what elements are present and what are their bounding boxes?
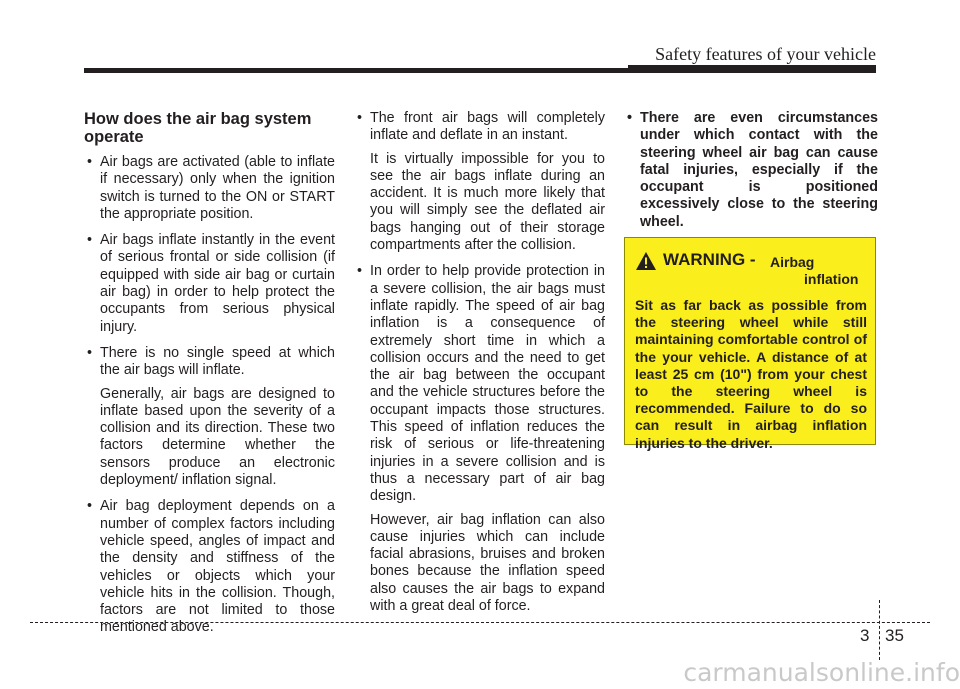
section-heading: How does the air bag system operate — [84, 110, 312, 146]
list-item-text: The front air bags will completely inflate and deflate in an instant. — [370, 110, 605, 144]
list-item-detail: However, air bag inflation can also cause injuries which can include facial abrasions, bruises and broken bones because the inflation speed also causes the air bags to expand with a great deal of force. — [370, 511, 605, 615]
page-number: 35 — [885, 626, 904, 645]
bullet-list — [624, 110, 878, 231]
warning-topic-line-1: Airbag — [770, 254, 815, 270]
list-item-text: There is no single speed at which the air bags will inflate. — [100, 344, 335, 379]
bullet-list — [84, 154, 335, 637]
bullet-list — [354, 110, 605, 615]
column-1 — [84, 110, 335, 646]
warning-topic — [770, 254, 880, 288]
header-rule-accent — [628, 65, 876, 73]
list-item-text: Air bags inflate instantly in the event of serious frontal or side collision (if equipped with side air bag or curtain air bag) in order to help protect the occupants from serious physical injury. — [100, 232, 335, 335]
list-item-detail: It is virtually impossible for you to see the air bags inflate during an accident. It is much more likely that you will simply see the deflated air bags hanging out of their storage compartments after the collision. — [370, 150, 605, 254]
warning-topic-line-2: inflation — [804, 271, 859, 287]
warning-triangle-icon — [635, 251, 657, 271]
column-3 — [624, 110, 878, 240]
warning-body: Sit as far back as possible from the steering wheel while still maintaining comfortable control of the your vehicle. A distance of at least 25 cm (10") from your chest to the steering wheel is recommended. Failure to do so can result in airbag inflation injuries to the driver. — [635, 297, 867, 451]
page-number-divider — [879, 600, 880, 660]
list-item-text: Air bags are activated (able to inflate if necessary) only when the ignition switch is turned to the ON or START the appropriate position. — [100, 154, 335, 222]
warning-box — [624, 237, 876, 451]
chapter-number: 3 — [860, 626, 870, 645]
list-item — [84, 498, 335, 636]
footer-divider — [30, 622, 930, 623]
list-item-text: In order to help provide protection in a severe collision, the air bags must inflate rapidly. The speed of air bag inflation is a consequence of extremely short time in which a collision occurs and the need to get the air bag between the occupant and the vehicle structures before the occupant impacts those structures. This speed of inflation reduces the risk of serious or life-threatening injuries in a severe collision and is thus a necessary part of air bag design. — [370, 263, 605, 505]
section-title: Safety features of your vehicle — [655, 44, 876, 64]
warning-header — [635, 247, 867, 297]
list-item — [84, 154, 335, 223]
list-item — [84, 345, 335, 489]
list-item — [354, 110, 605, 254]
watermark: carmanualsonline.info — [683, 658, 960, 687]
warning-label: WARNING - — [663, 250, 756, 269]
list-item-detail: Generally, air bags are designed to inflate based upon the severity of a collision and its direction. These two factors determine whether the sensors produce an electronic deployment/ inflation signal. — [100, 385, 335, 489]
list-item-text: There are even circumstances under which contact with the steering wheel air bag can cause fatal injuries, especially if the occupant is positioned excessively close to the steering wheel. — [640, 110, 878, 230]
column-2 — [354, 110, 605, 624]
list-item — [354, 263, 605, 615]
list-item-text: Air bag deployment depends on a number of complex factors including vehicle speed, angles of impact and the density and stiffness of the vehicles or objects which your vehicle hits in the collision. Though, factors are not limited to those mentioned above. — [100, 498, 335, 636]
list-item — [624, 110, 878, 231]
list-item — [84, 232, 335, 336]
